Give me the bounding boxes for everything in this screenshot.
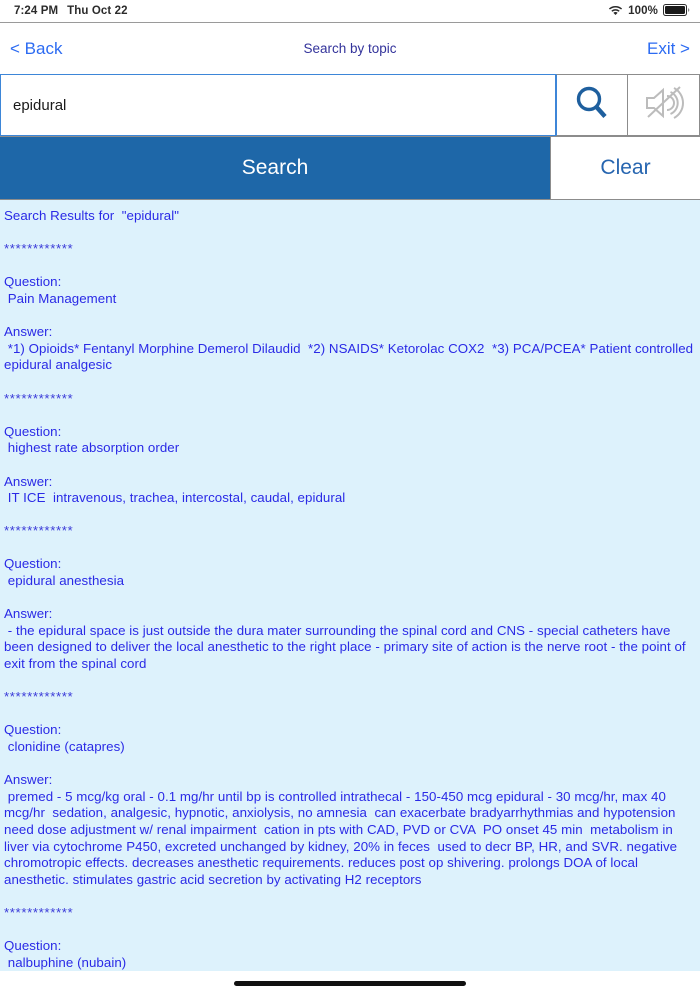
question-text-1: highest rate absorption order (4, 440, 180, 456)
page-title: Search by topic (303, 41, 397, 56)
clear-button[interactable]: Clear (550, 136, 700, 199)
results-separator: ************ (4, 241, 74, 257)
question-text-3: clonidine (catapres) (4, 739, 125, 754)
blank-line (4, 407, 696, 424)
blank-line (4, 374, 696, 391)
action-button-row (0, 136, 700, 200)
blank-line (4, 888, 696, 905)
blank-line (4, 922, 696, 939)
battery-full-icon (663, 4, 690, 19)
answer-label-0: Answer: (4, 324, 53, 340)
question-text-2: epidural anesthesia (4, 573, 125, 589)
blank-line (4, 540, 696, 557)
blank-line (4, 258, 696, 275)
status-bar (0, 0, 700, 22)
results-separator: ************ (4, 904, 74, 920)
exit-button[interactable]: Exit > (647, 38, 690, 58)
answer-text-0: *1) Opioids* Fentanyl Morphine Demerol Dilaudid *2) NSAIDS* Ketorolac COX2 *3) PCA/PCEA* Patient controlled epidural analgesic (4, 340, 697, 373)
search-row (0, 74, 700, 136)
answer-label-3: Answer: (4, 772, 53, 788)
results-header: Search Results for "epidural" (4, 208, 180, 223)
answer-label-2: Answer: (4, 606, 53, 622)
footer-bar (0, 971, 700, 995)
status-time: 7:24 PM (14, 5, 59, 17)
question-text-4: nalbuphine (nubain) (4, 954, 127, 970)
speaker-muted-icon (642, 83, 686, 128)
question-label-4: Question: (4, 938, 62, 954)
answer-text-1: IT ICE intravenous, trachea, intercostal, caudal, epidural (4, 490, 346, 506)
answer-label-1: Answer: (4, 473, 53, 489)
search-input[interactable] (13, 97, 543, 114)
search-input-wrapper[interactable] (0, 74, 556, 136)
battery-percent-label: 100% (628, 5, 658, 17)
wifi-icon (608, 4, 623, 18)
search-results-panel[interactable] (0, 200, 700, 971)
question-label-1: Question: (4, 423, 62, 439)
question-text-0: Pain Management (4, 290, 117, 306)
blank-line (4, 756, 696, 773)
answer-text-3: premed - 5 mcg/kg oral - 0.1 mg/hr until bp is controlled intrathecal - 150-450 mcg epidural - 30 mcg/hr, max 40 mcg/hr sedation, analgesic, hypnotic, anxiolysis, no amnesia can exacerbate bradyarrhythmias and hypotension need dose adjustment w/ renal impairment cation in pts with CAD, PVD or CVA PO onset 45 min metabolism in liver via cytochrome P450, excreted unchanged by kidney, 20% in feces used to decr BP, HR, and SVR. negative chromotropic effects. decreases anesthetic requirements. reduces post op shivering. prolongs DOA of local anesthetic. stimulates gastric acid secretion by activating H2 receptors (4, 788, 683, 887)
question-label-0: Question: (4, 274, 62, 290)
question-label-2: Question: (4, 556, 62, 572)
blank-line (4, 308, 696, 325)
blank-line (4, 590, 696, 607)
blank-line (4, 507, 696, 524)
status-bar-right (608, 4, 690, 19)
home-indicator (234, 981, 466, 986)
blank-line (4, 706, 696, 723)
blank-line (4, 457, 696, 474)
search-button[interactable]: Search (0, 136, 550, 199)
answer-text-2: - the epidural space is just outside the dura mater surrounding the spinal cord and CNS - special catheters have been designed to deliver the local anesthetic to the right place - primary site of action is the nerve root - the point of exit from the spinal cord (4, 622, 690, 672)
question-label-3: Question: (4, 722, 62, 738)
blank-line (4, 225, 696, 242)
search-submit-icon-button[interactable] (556, 74, 628, 136)
status-date: Thu Oct 22 (67, 5, 128, 17)
back-button[interactable]: < Back (10, 38, 63, 58)
nav-bar (0, 22, 700, 74)
results-separator: ************ (4, 689, 74, 705)
status-bar-left (14, 5, 128, 17)
results-separator: ************ (4, 390, 74, 406)
speaker-toggle-button[interactable] (628, 74, 700, 136)
blank-line (4, 673, 696, 690)
magnifier-icon (572, 83, 612, 128)
results-separator: ************ (4, 523, 74, 539)
